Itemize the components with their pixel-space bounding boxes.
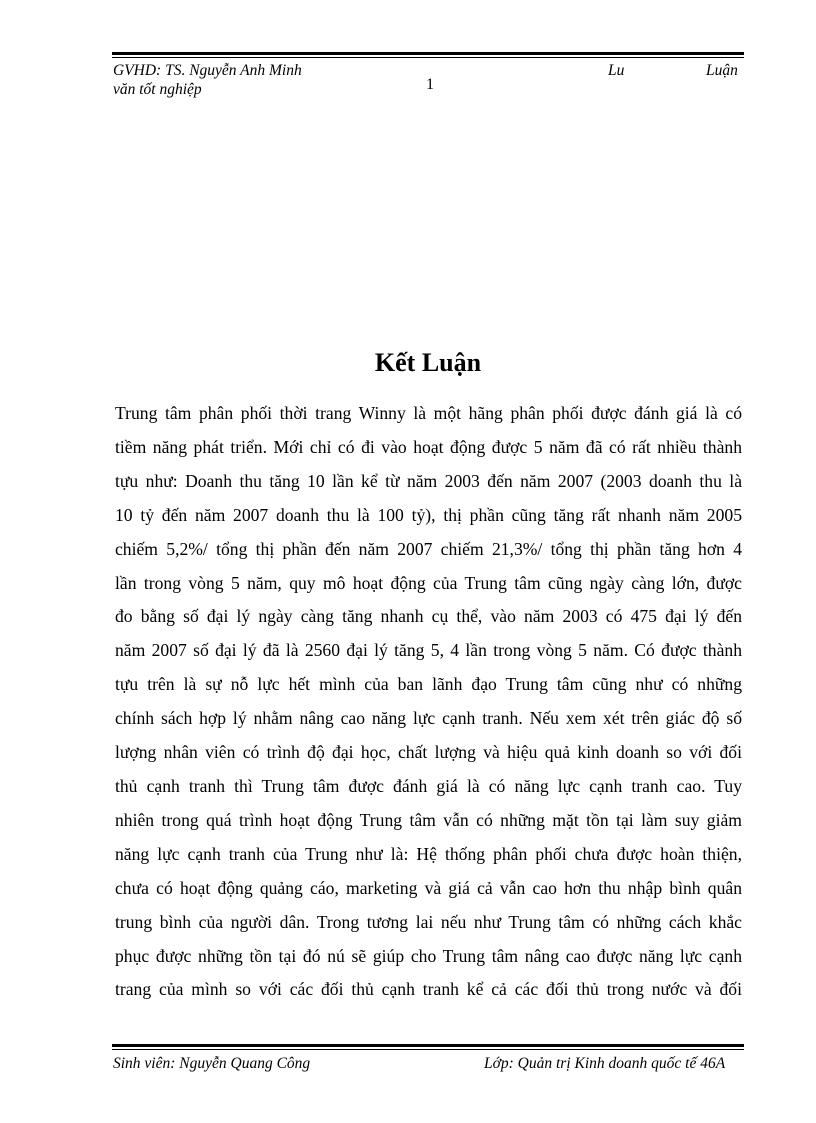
footer-rule-thin <box>112 1049 744 1050</box>
footer-class: Lớp: Quản trị Kinh doanh quốc tế 46A <box>484 1055 726 1072</box>
page-title: Kết Luận <box>374 348 482 377</box>
paragraph-line: chưa có hoạt động quảng cáo, marketing và giá cả vẫn cao hơn thu nhập bình quân <box>115 877 742 898</box>
paragraph-line: tựu như: Doanh thu tăng 10 lần kể từ năm 2003 đến năm 2007 (2003 doanh thu là <box>115 470 742 491</box>
paragraph-line: chính sách hợp lý nhằm nâng cao năng lực cạnh tranh. Nếu xem xét trên giác độ số <box>115 708 742 729</box>
header-thesis-line-2: văn tốt nghiệp <box>113 81 202 98</box>
page-number: 1 <box>426 76 434 93</box>
paragraph-line: Trung tâm phân phối thời trang Winny là một hãng phân phối được đánh giá là có <box>115 403 742 423</box>
paragraph-line: nhiên trong quá trình hoạt động Trung tâm vẫn có những mặt tồn tại làm suy giảm <box>115 809 742 830</box>
paragraph-line: chiếm 5,2%/ tổng thị phần đến năm 2007 chiếm 21,3%/ tổng thị phần tăng hơn 4 <box>115 538 742 559</box>
paragraph-line: tựu trên là sự nỗ lực hết mình của ban lãnh đạo Trung tâm cũng như có những <box>115 674 742 695</box>
header-advisor: GVHD: TS. Nguyễn Anh Minh <box>113 62 302 79</box>
conclusion-paragraph <box>115 397 742 1007</box>
header-rule-thin <box>112 57 744 58</box>
paragraph-line: thủ cạnh tranh thì Trung tâm được đánh giá là có năng lực cạnh tranh cao. Tuy <box>115 775 742 796</box>
paragraph-line: trang của mình so với các đối thủ cạnh tranh kể cả các đối thủ trong nước và đối <box>115 979 742 1000</box>
footer-student: Sinh viên: Nguyễn Quang Công <box>113 1055 311 1072</box>
header-rule-thick <box>112 52 744 55</box>
paragraph-line: lần trong vòng 5 năm, quy mô hoạt động của Trung tâm cũng ngày càng lớn, được <box>115 572 742 593</box>
paragraph-line: đo bằng số đại lý ngày càng tăng nhanh cụ thể, vào năm 2003 có 475 đại lý đến <box>115 606 742 627</box>
header-thesis-word-2: Luận <box>706 62 738 79</box>
paragraph-line: năm 2007 số đại lý đã là 2560 đại lý tăng 5, 4 lần trong vòng 5 năm. Có được thành <box>115 640 742 661</box>
footer-rule-thick <box>112 1044 744 1047</box>
paragraph-line: phục được những tồn tại đó nú sẽ giúp cho Trung tâm nâng cao được năng lực cạnh <box>115 945 742 966</box>
paragraph-line: tiềm năng phát triển. Mới chỉ có đi vào hoạt động được 5 năm đã có rất nhiều thành <box>115 436 742 457</box>
paragraph-line: trung bình của người dân. Trong tương lai nếu như Trung tâm có những cách khắc <box>115 911 742 932</box>
paragraph-line: năng lực cạnh tranh của Trung như là: Hệ thống phân phối chưa được hoàn thiện, <box>115 843 742 864</box>
paragraph-line: lượng nhân viên có trình độ đại học, chất lượng và hiệu quả kinh doanh so với đối <box>115 742 742 763</box>
paragraph-line: 10 tỷ đến năm 2007 doanh thu là 100 tỷ), thị phần cũng tăng rất nhanh năm 2005 <box>115 504 742 525</box>
header-thesis-word-1: Lu <box>608 62 625 79</box>
